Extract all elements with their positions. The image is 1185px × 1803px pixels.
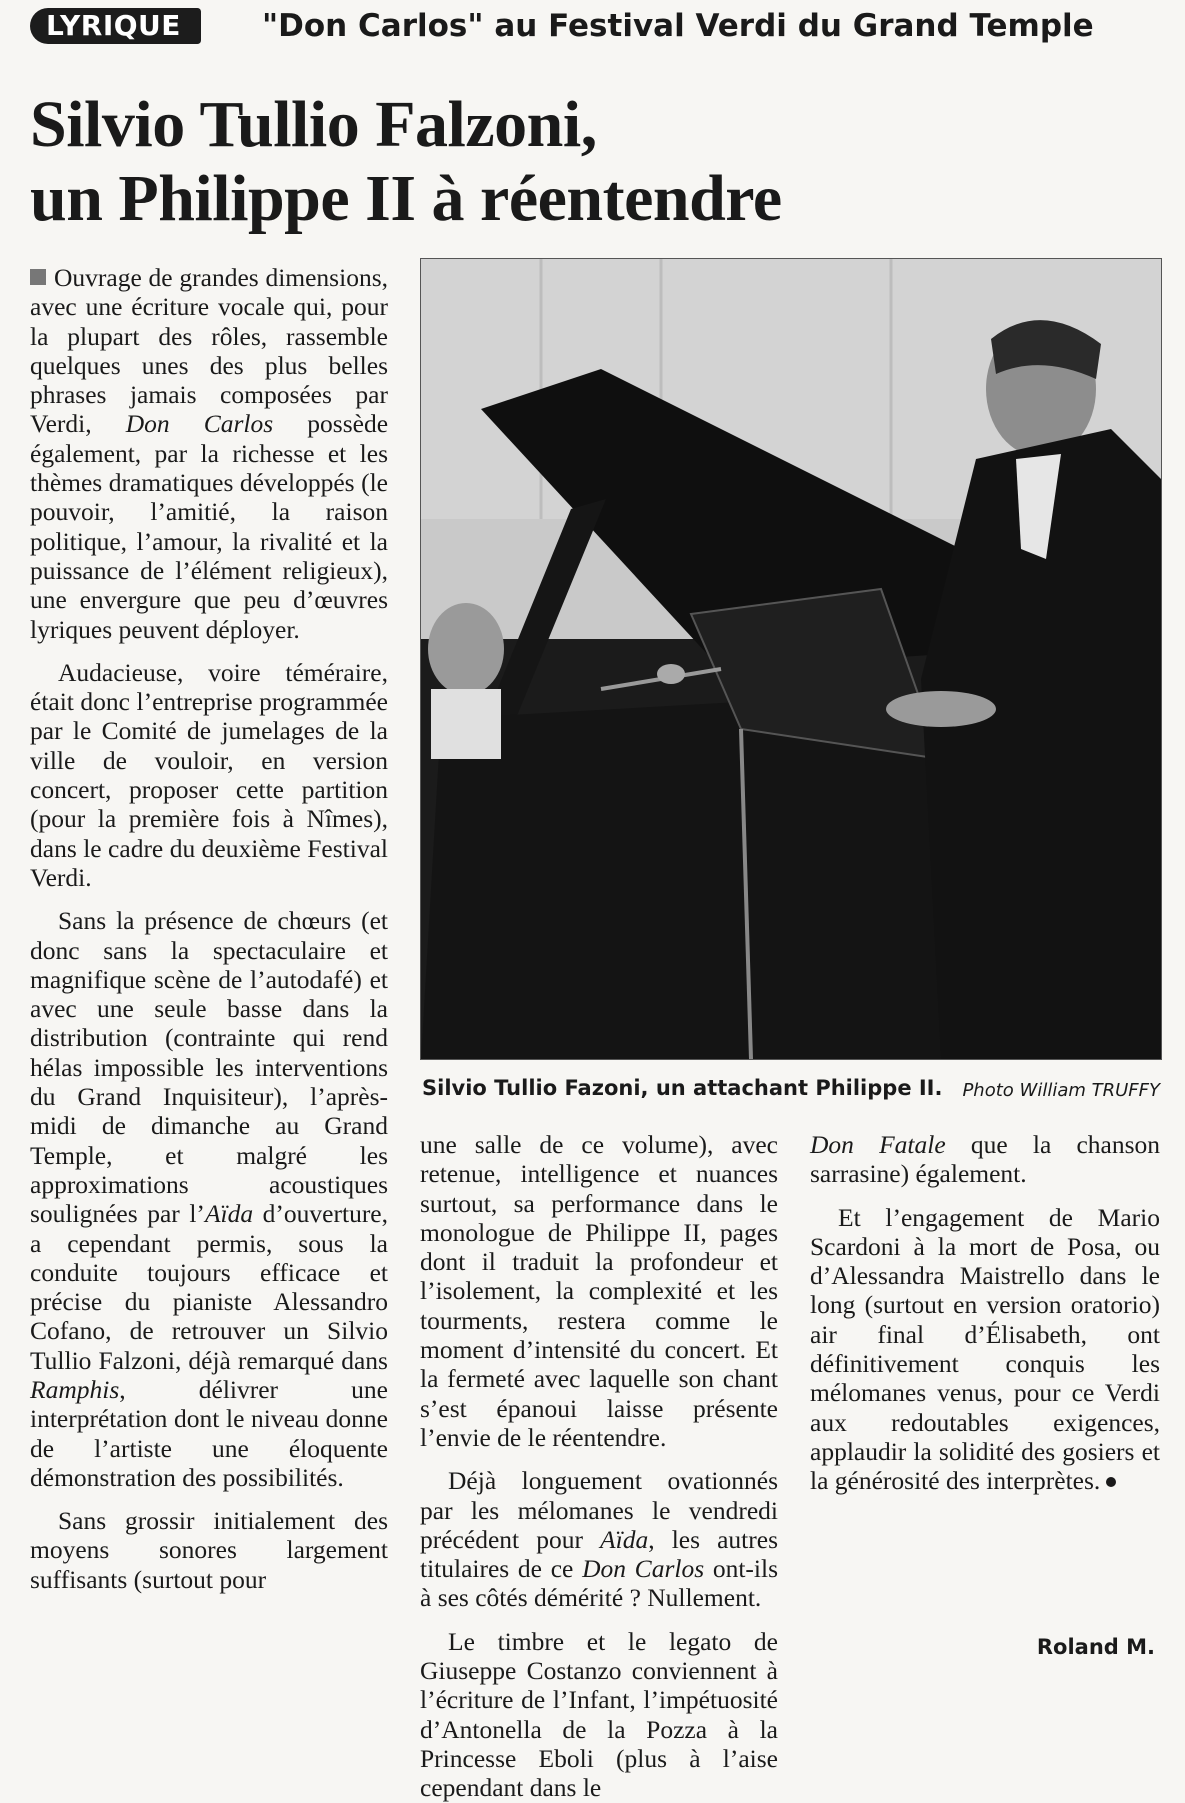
kicker-row	[30, 6, 1160, 46]
end-bullet-icon	[1106, 1477, 1116, 1487]
lead-square-icon	[30, 269, 46, 285]
article-paragraph: Déjà longuement ovationnés par les mélomanes le vendredi précédent pour Aïda, les autres titulaires de ce Don Carlos ont-ils à ses côtés démérité ? Nullement.	[420, 1466, 779, 1613]
headline	[30, 88, 1160, 236]
article-paragraph: Sans la présence de chœurs (et donc sans la spectaculaire et magnifique scène de l’autodafé) et avec une seule basse dans la distribution (contrainte qui rend hélas impossible les interventions du Grand Inquisiteur), l’après-midi de dimanche au Grand Temple, et malgré les approximations acoustiques soulignées par l’Aïda d’ouverture, a cependant permis, sous la conduite toujours efficace et précise du pianiste Alessandro Cofano, de retrouver un Silvio Tullio Falzoni, déjà remarqué dans Ramphis, délivrer une interprétation dont le niveau donne de l’artiste une éloquente démonstration des possibilités.	[30, 906, 388, 1492]
byline: Roland M.	[1036, 1635, 1155, 1659]
article-column-2	[420, 1130, 778, 1803]
article-paragraph: Don Fatale que la chanson sarrasine) également.	[810, 1130, 1161, 1189]
photo-credit: Photo William TRUFFY	[962, 1080, 1160, 1101]
article-column-3	[810, 1130, 1160, 1510]
article-paragraph: une salle de ce volume), avec retenue, intelligence et nuances surtout, sa performance dans le monologue de Philippe II, pages dont il traduit la profondeur et l’isolement, la complexité et les tourments, restera comme le moment d’intensité du concert. Et la fermeté avec laquelle son chant s’est épanoui laisse présente l’envie de le réentendre.	[420, 1130, 778, 1452]
article-paragraph: Et l’engagement de Mario Scardoni à la mort de Posa, ou d’Alessandra Maistrello dans le long (surtout en version oratorio) air final d’Élisabeth, ont définitivement conquis les mélomanes venus, pour ce Verdi aux redoutables exigences, applaudir la solidité des gosiers et la générosité des interprètes.	[810, 1202, 1160, 1496]
kicker-title: "Don Carlos" au Festival Verdi du Grand Temple	[262, 8, 1094, 44]
section-badge: LYRIQUE	[30, 8, 201, 44]
article-paragraph: Audacieuse, voire téméraire, était donc l’entreprise programmée par le Comité de jumelages de la ville de vouloir, en version concert, proposer cette partition (pour la première fois à Nîmes), dans le cadre du deuxième Festival Verdi.	[30, 657, 388, 892]
concert-photo	[420, 258, 1162, 1060]
article-paragraph: Ouvrage de grandes dimensions, avec une écriture vocale qui, pour la plupart des rôles, rassemble quelques unes des plus belles phrases jamais composées par Verdi, Don Carlos possède également, par la richesse et les thèmes dramatiques développés (le pouvoir, l’amitié, la raison politique, l’amour, la rivalité et la puissance de l’élément religieux), une envergure que peu d’œuvres lyriques peuvent déployer.	[30, 263, 389, 644]
photo-caption-row	[420, 1070, 1160, 1106]
article-paragraph: Le timbre et le legato de Giuseppe Costanzo conviennent à l’écriture de l’Infant, l’impétuosité d’Antonella de la Pozza à la Princesse Eboli (plus à l’aise cependant dans le	[420, 1626, 778, 1803]
headline-line-1: Silvio Tullio Falzoni,	[30, 88, 597, 161]
photo-caption: Silvio Tullio Fazoni, un attachant Philippe II.	[422, 1076, 943, 1100]
article-column-1	[30, 263, 388, 1594]
headline-line-2: un Philippe II à réentendre	[30, 162, 782, 235]
article-paragraph: Sans grossir initialement des moyens sonores largement suffisants (surtout pour	[30, 1506, 388, 1594]
